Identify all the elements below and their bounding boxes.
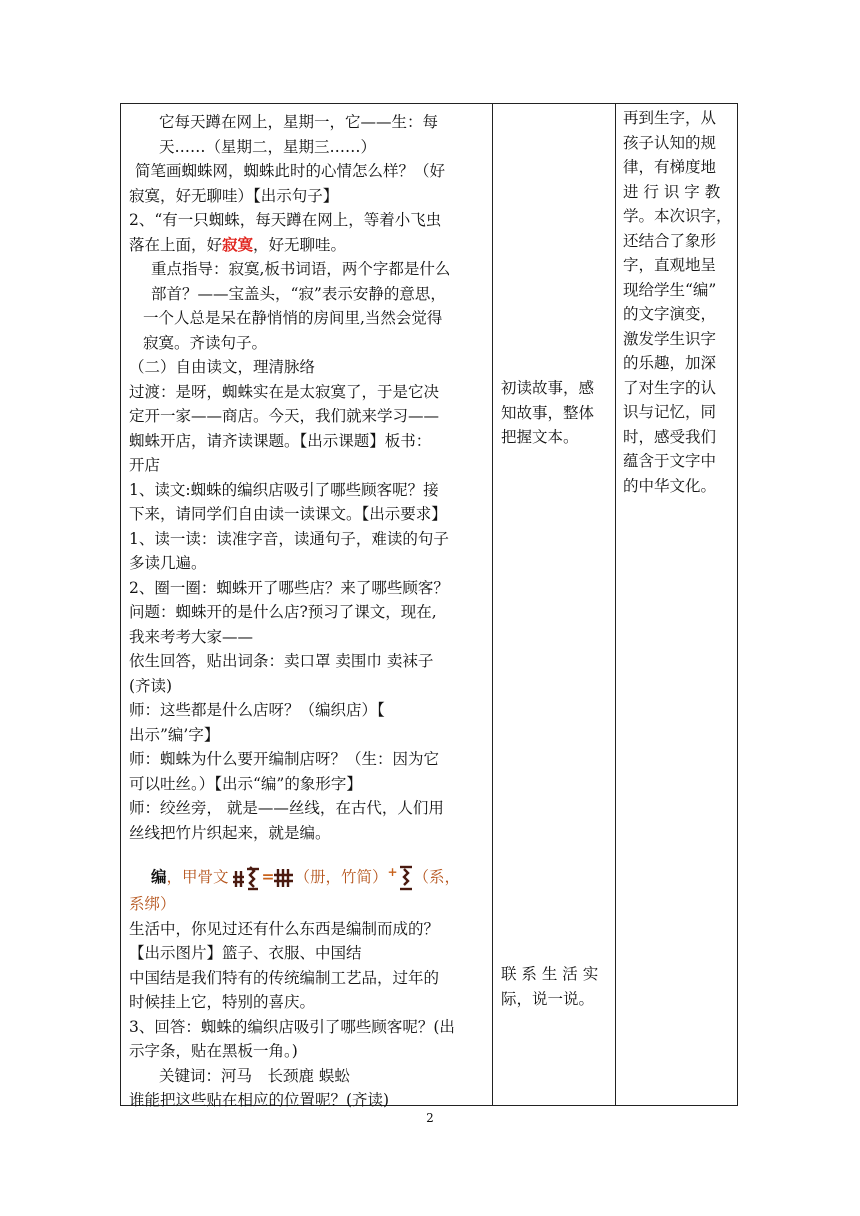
note-line: 律，有梯度地: [623, 158, 717, 176]
note-line: 激发学生识字: [623, 329, 717, 348]
text-line: 简笔画蜘蛛网，蜘蛛此时的心情怎么样？（好: [135, 162, 446, 180]
section-heading: （二）自由读文，理清脉络: [129, 358, 316, 376]
text-line: 过渡：是呀，蜘蛛实在是太寂寞了，于是它决: [129, 382, 440, 401]
text-line: 问题：蜘蛛开的是什么店?预习了课文，现在,: [129, 603, 437, 621]
text-fragment: 落在上面，好: [129, 235, 223, 254]
text-line: 关键词：河马 长颈鹿 蜈蚣: [159, 1066, 350, 1085]
note-line: 初读故事，感: [501, 379, 595, 397]
equals-sign: =: [261, 867, 275, 887]
column-divider-2: [615, 104, 616, 1105]
text-line: 依生回答，贴出词条：卖口罩 卖围巾 卖袜子: [129, 652, 434, 670]
text-line: 部首？——宝盖头，“寂”表示安静的意思，: [151, 284, 446, 303]
text-line: [129, 233, 491, 258]
text-line: 可以吐丝。）【出示“编”的象形字】: [129, 774, 362, 793]
note-line: 的乐趣，加深: [623, 354, 717, 372]
text-line: 中国结是我们特有的传统编制工艺品，过年的: [129, 968, 440, 987]
text-line: 示字条，贴在黑板一角。): [129, 1042, 298, 1061]
note-line: 时，感受我们: [623, 427, 717, 446]
text-line: 它每天蹲在网上，星期一，它——生：每: [159, 113, 439, 131]
text-line: 师：绞丝旁， 就是——丝线，在古代，人们用: [129, 799, 444, 817]
text-line: 2、圈一圈：蜘蛛开了哪些店？来了哪些顾客？: [129, 578, 449, 597]
note-line: 联 系 生 活 实: [501, 965, 599, 983]
student-activity-note-2: [501, 962, 613, 1011]
bian-character: 编: [151, 867, 167, 887]
student-activity-note-1: [501, 376, 613, 450]
text-line: 时候挂上它，特别的喜庆。: [129, 993, 316, 1012]
text-line: 3、回答：蜘蛛的编织店吸引了哪些顾客呢？(出: [129, 1017, 455, 1036]
note-line: 进 行 识 字 教: [623, 182, 721, 201]
oracle-paren-2: （系，: [413, 868, 461, 887]
note-line: 字，直观地呈: [623, 256, 717, 274]
page-number: 2: [426, 1111, 434, 1125]
text-line: 生活中，你见过还有什么东西是编制而成的？: [129, 919, 440, 938]
text-line: 定开一家——商店。今天，我们就来学习——: [129, 407, 440, 425]
text-line: 天……（星期二，星期三……）: [159, 137, 377, 156]
text-line: 谁能把这些贴在相应的位置呢？(齐读): [129, 1091, 390, 1110]
note-line: 识与记忆，同: [623, 403, 717, 421]
text-line: 寂寞。齐读句子。: [143, 333, 268, 352]
note-line: 学。本次识字，: [623, 207, 732, 225]
note-line: 还结合了象形: [623, 231, 717, 250]
oracle-paren-2-cont: 系绑）: [129, 895, 176, 914]
text-line: 师：这些都是什么店呀？（编织店）【: [129, 701, 385, 719]
text-line: 重点指导：寂寞,板书词语，两个字都是什么: [151, 260, 451, 278]
design-intent-column: [623, 106, 733, 498]
oracle-si-glyph-icon: [398, 864, 414, 892]
text-line: 我来考考大家——: [129, 627, 254, 646]
lesson-plan-table: [120, 103, 738, 1110]
note-line: 了对生字的认: [623, 378, 717, 397]
note-line: 的文字演变，: [623, 305, 717, 323]
text-line: 1、读文:蜘蛛的编织店吸引了哪些顾客呢？接: [129, 480, 439, 499]
text-line: 寂寞，好无聊哇）【出示句子】: [129, 186, 339, 205]
text-line: 2、“有一只蜘蛛，每天蹲在网上，等着小飞虫: [129, 211, 442, 229]
text-line: 【出示图片】篮子、衣服、中国结: [129, 944, 362, 963]
note-line: 把握文本。: [501, 428, 579, 446]
highlighted-word: 寂寞: [222, 234, 254, 254]
text-line: 下来，请同学们自由读一读课文。【出示要求】: [129, 505, 447, 523]
plus-sign: +: [387, 865, 398, 879]
oracle-paren-1: （册，竹简）: [294, 868, 388, 887]
text-line: 丝线把竹片织起来，就是编。: [129, 823, 331, 842]
note-line: 孩子认知的规: [623, 133, 717, 152]
text-line: 师：蜘蛛为什么要开编制店呀？（生：因为它: [129, 750, 440, 768]
note-line: 的中华文化。: [623, 476, 717, 495]
text-line: 出示”编’字】: [129, 725, 220, 744]
note-line: 蕴含于文字中: [623, 452, 717, 470]
oracle-bian-glyph-icon: [233, 865, 261, 891]
oracle-bone-line: [129, 857, 491, 892]
oracle-ce-glyph-icon: [274, 866, 294, 890]
note-line: 再到生字，从: [623, 109, 717, 127]
note-line: 现给学生“编”: [623, 280, 717, 299]
oracle-label: ，甲骨文: [166, 868, 229, 887]
text-line: 蜘蛛开店，请齐读课题。【出示课题】板书：: [129, 431, 432, 450]
note-line: 知故事，整体: [501, 403, 595, 422]
text-line: 一个人总是呆在静悄悄的房间里,当然会觉得: [143, 309, 443, 327]
text-line: 多读几遍。: [129, 554, 207, 572]
text-line: 1、读一读：读准字音，读通句子，难读的句子: [129, 529, 449, 548]
column-divider-1: [492, 104, 493, 1105]
text-fragment: ，好无聊哇。: [253, 235, 347, 254]
text-line: (齐读): [129, 676, 173, 695]
text-line: 开店: [129, 456, 161, 474]
note-line: 际，说一说。: [501, 989, 595, 1008]
teaching-process-column: [129, 110, 491, 1113]
